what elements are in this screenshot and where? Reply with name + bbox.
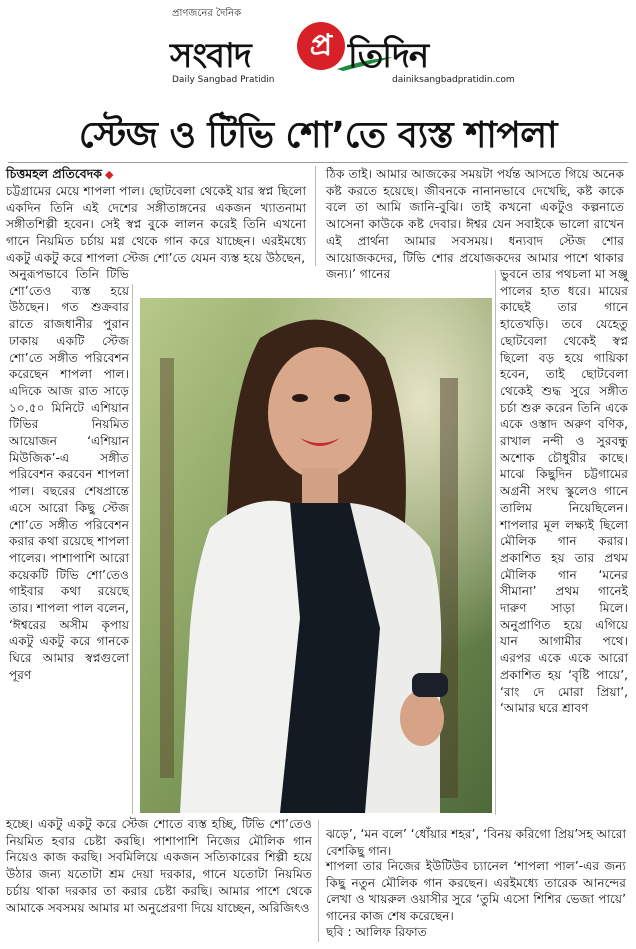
paragraph-left-narrow: অনুরূপভাবে তিনি টিভি শো’তেও ব্যস্ত হয়ে উঠছেন। গত শুক্রবার রাতে রাজধানীর পুরান ঢাকায় একটি স্টেজ শো’তে সঙ্গীত পরিবেশন করেছেন শাপলা পাল। এদিকে আজ রাত সাড়ে ১০.৫০ মিনিটে এশিয়ান টিভির নিয়মিত আয়োজন ‘এশিয়ান মিউজিক’-এ সঙ্গীত পরিবেশন করবেন শাপলা পাল। বছরের শেষপ্রান্তে এসে আরো কিছু স্টেজ শো’তে সঙ্গীত পরিবেশন করার কথা রয়েছে শাপলা পালের। পাশাপাশি আরো কয়েকটি টিভি শো’তেও গাইবার কথা রয়েছে তার। শাপলা পাল বলেন, ‘ঈশ্বরের অসীম কৃপায় একটু একটু করে গানকে ঘিরে আমার স্বপ্নগুলো পূরণ (9, 267, 129, 682)
photo-credit: ছবি : আলিফ রিফাত (326, 925, 427, 939)
column-divider (495, 270, 496, 815)
column-divider (318, 820, 319, 942)
english-name: Daily Sangbad Pratidin (172, 75, 275, 85)
bullet-icon: ◆ (105, 168, 114, 181)
byline (6, 166, 113, 183)
logo-text-left: সংবাদ (170, 36, 251, 76)
paragraph-closing: শাপলা তার নিজের ইউটিউব চ্যানেল ‘শাপলা পাল’-এর জন্য কিছু নতুন মৌলিক গান করছেন। এরইমধ্যে তারেক আনন্দের লেখা ও খায়রুল ওয়াসীর সুরে ‘তুমি এসো শিশির ভেজা পায়ে’ গানের কাজ শেষ করেছেন। (326, 859, 626, 924)
paragraph-left-bottom: হচ্ছে। একটু একটু করে স্টেজ শোতে ব্যস্ত হচ্ছি, টিভি শো’তেও নিয়মিত হবার চেষ্টা করছি। পাশাপাশি নিজের মৌলিক গান নিয়েও কাজ করছি। সবমিলিয়ে একজন সত্যিকারের শিল্পী হয়ে উঠার জন্য যতোটা শ্রম দেয়া দরকার, গানে যতোটা নিয়মিত চর্চায় থাকা দরকার তা করার চেষ্টা করছি। আমার পাশে থেকে আমাকে সবসময় আমার মা অনুপ্রেরণা দিয়ে যাচ্ছেন, অরিজিৎও (6, 817, 312, 915)
headline-divider (8, 162, 628, 163)
article-photo (140, 298, 492, 813)
byline-text: চিত্তমহল প্রতিবেদক (6, 166, 103, 181)
logo-badge: প্র (297, 22, 345, 70)
column-divider (315, 166, 316, 266)
logo-text-right: তিদিন (348, 36, 429, 76)
paragraph-right-bottom: ঝড়ে’, ‘মন বলে’ ‘ধোঁয়ার শহর’, ‘বিনয় করিগো প্রিয়’সহ আরো বেশকিছু গান। (326, 827, 626, 858)
article-headline: স্টেজ ও টিভি শো’তে ব্যস্ত শাপলা (78, 115, 558, 156)
paragraph-right-narrow: ভুবনে তার পথচলা মা সঞ্জু পালের হাত ধরে। মায়ের কাছেই তার গানে হাতেখড়ি। তবে যেহেতু ছোটবেলা থেকেই স্বপ্ন ছিলো বড় হয়ে গায়িকা হবেন, তাই ছোটবেলা থেকেই শুদ্ধ সুরে সঙ্গীত চর্চা শুরু করেন তিনি একে একে ওস্তাদ অরুণ বণিক, রাখাল নন্দী ও সুরবন্ধু অশোক চৌধুরীর কাছে। মাঝে কিছুদিন চট্টগামের অগ্রনী সংঘ স্কুলেও গানে তালিম নিয়েছিলেন। শাপলার মূল লক্ষ্যই ছিলো মৌলিক গান করার। প্রকাশিত হয় তার প্রথম মৌলিক গান ‘মনের সীমানা’ প্রথম গানেই দারুণ সাড়া মিলে। অনুপ্রাণিত হয়ে এগিয়ে যান আগামীর পথে। এরপর একে একে আরো প্রকাশিত হয় ‘বৃষ্টি পায়ে’, ‘রাং দে মোরা প্রিয়া’, ‘আমার ঘরে শ্রাবণ (500, 267, 628, 716)
paragraph-right-top: ঠিক তাই। আমার আজকের সময়টা পর্যন্ত আসতে গিয়ে অনেক কষ্ট করতে হয়েছে। জীবনকে নানানভাবে দেখেছি, কষ্ট কাকে বলে তা আমি জানি-বুঝি। তাই কখনো একটুও কল্পনাতে আসেনা কাউকে কষ্ট দেবার। ঈশ্বর যেন সবাইকে ভালো রাখেন এই প্রার্থনা আমার সবসময়। ধন্যবাদ স্টেজ শোর আয়োজকদের, টিভি শোর প্রযোজকদের আমার পাশে থাকার জন্য।’ গানের (326, 167, 624, 282)
paragraph-intro: চট্টগ্রামের মেয়ে শাপলা পাল। ছোটবেলা থেকেই যার স্বপ্ন ছিলো একদিন তিনি এই দেশের সঙ্গীতাঙ্গনের একজন খ্যাতনামা সঙ্গীতশিল্পী হবেন। সেই স্বপ্ন বুকে লালন করেই তিনি এখনো গানে নিয়মিত চর্চায় মগ্ন থেকে গান করে যাচ্ছেন। এরইমধ্যে একটু একটু করে শাপলা স্টেজ শো’তে যেমন ব্যস্ত হয়ে উঠছেন, (6, 184, 306, 265)
masthead-tagline: প্রাণজনের দৈনিক (172, 8, 242, 19)
column-divider (132, 284, 133, 814)
website-link[interactable]: dainiksangbadpratidin.com (392, 75, 515, 85)
